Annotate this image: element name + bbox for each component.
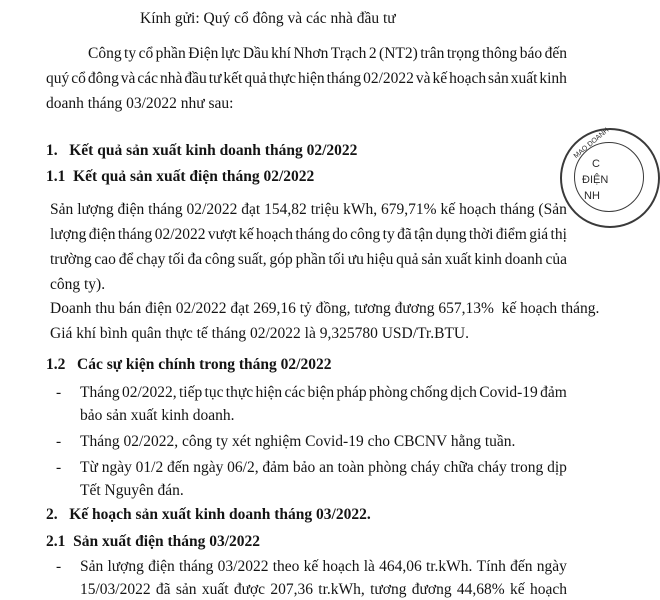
stamp-text-top: MAO DOANH (572, 126, 611, 161)
word: cao (94, 251, 116, 268)
word: chạy (136, 251, 166, 268)
word: 02/2022 (154, 226, 206, 243)
word: ngày (101, 459, 132, 476)
word: 01/2 (135, 459, 164, 476)
word: quý (46, 70, 70, 87)
word: Dầu (242, 45, 269, 62)
word: tr.kWh, (318, 581, 365, 598)
word: Tính (476, 558, 506, 575)
word: thị (550, 226, 567, 243)
word: các (284, 384, 306, 401)
word: đảm (262, 459, 290, 476)
word: tháng (326, 70, 362, 87)
word: hiệu (366, 251, 394, 268)
word: đã (397, 226, 412, 243)
word: Công (88, 45, 122, 62)
word: tr.kWh. (425, 558, 473, 575)
word: (NT2) (379, 45, 418, 62)
word: ngày (193, 459, 224, 476)
intro-line-1 (88, 45, 567, 63)
word: điện (148, 558, 175, 575)
production-line-2 (50, 226, 567, 244)
bullet-dash: - (56, 384, 62, 401)
event-2-line-1: Tháng 02/2022, công ty xét nghiệm Covid-19 cho CBCNV hằng tuần. (80, 433, 516, 450)
event-3-line-2: Tết Nguyên đán. (80, 482, 184, 499)
word: cháy (477, 459, 507, 476)
word: 02/2022 (186, 201, 238, 218)
word: quả (396, 251, 419, 268)
gas-price-line: Giá khí bình quân thực tế tháng 02/2022 là 9,325780 USD/Tr.BTU. (50, 325, 469, 342)
word: tối (328, 251, 345, 268)
word: do (332, 226, 348, 243)
revenue-line: Doanh thu bán điện 02/2022 đạt 269,16 tỷ đồng, tương đương 657,13% kế hoạch tháng. (50, 300, 600, 317)
word: cổ (71, 70, 86, 87)
salutation: Kính gửi: Quý cổ đông và các nhà đầu tư (140, 10, 396, 27)
word: đầu (184, 70, 207, 87)
word: triệu (310, 201, 340, 218)
word: chống (410, 384, 448, 401)
stamp-text-mid: NH (584, 190, 600, 202)
word: ngày (536, 558, 567, 575)
word: đảm (540, 384, 567, 401)
word: cổ (138, 45, 154, 62)
intro-line-2 (46, 70, 567, 88)
word: bảo (292, 459, 316, 476)
word: điện (88, 226, 116, 243)
word: chữa (443, 459, 474, 476)
word: thời (468, 226, 494, 243)
word: lực (220, 45, 241, 62)
word: tối (168, 251, 185, 268)
word: suất, (237, 251, 267, 268)
word: ưu (347, 251, 364, 268)
word: đã (155, 581, 171, 598)
word: kinh (539, 70, 567, 87)
word: điểm (495, 226, 527, 243)
word: hoạch (449, 70, 487, 87)
word: hiện (298, 70, 325, 87)
word: hoạch (255, 226, 293, 243)
word: và (120, 70, 136, 87)
production-line-1 (50, 201, 567, 219)
word: an (319, 459, 334, 476)
word: phần (155, 45, 186, 62)
word: Covid-19 (479, 384, 538, 401)
section-1-2-heading: 1.2 Các sự kiện chính trong tháng 02/2022 (46, 356, 332, 373)
word: 02/2022 (363, 70, 414, 87)
word: hoạch (529, 581, 567, 598)
word: điện (117, 201, 145, 218)
word: hiện (255, 384, 283, 401)
word: kinh (474, 251, 502, 268)
word: được (233, 581, 266, 598)
word: các (137, 70, 159, 87)
word: là (363, 558, 375, 575)
word: 154,82 (264, 201, 307, 218)
word: 03/2022 (217, 558, 269, 575)
word: đương (411, 581, 452, 598)
word: và (415, 70, 431, 87)
event-1-line-1 (80, 384, 567, 402)
word: tháng (295, 226, 330, 243)
word: Nhơn (293, 45, 329, 62)
word: sản (488, 70, 509, 87)
word: để (118, 251, 134, 268)
section-2-heading: 2. Kế hoạch sản xuất kinh doanh tháng 03/2022. (46, 506, 371, 523)
word: 207,36 (270, 581, 313, 598)
word: xuất (444, 251, 472, 268)
word: đến (167, 459, 190, 476)
intro-line-3: doanh tháng 03/2022 như sau: (46, 95, 234, 112)
word: xuất (510, 70, 538, 87)
word: thực (268, 70, 297, 87)
word: Tháng (80, 384, 120, 401)
word: Điện (188, 45, 219, 62)
word: kết (223, 70, 243, 87)
word: tháng (117, 226, 153, 243)
word: ty (382, 226, 395, 243)
stamp-text-mid: ĐIỆN (582, 174, 609, 186)
word: Sản (50, 201, 74, 218)
word: dụng (435, 226, 467, 243)
word: kế (303, 558, 319, 575)
word: doanh (504, 251, 543, 268)
word: tư (208, 70, 222, 87)
section-2-1-heading: 2.1 Sản xuất điện tháng 03/2022 (46, 533, 261, 550)
word: (Sản (538, 201, 567, 218)
section-1-1-heading: 1.1 Kết quả sản xuất điện tháng 02/2022 (46, 168, 315, 185)
word: 02/2022, (121, 384, 177, 401)
plan-line-1 (80, 558, 567, 576)
word: quả (244, 70, 267, 87)
word: phần (295, 251, 326, 268)
word: giá (529, 226, 549, 243)
word: sản (421, 251, 443, 268)
word: phòng (368, 459, 407, 476)
word: tháng (179, 558, 214, 575)
word: 15/03/2022 (80, 581, 151, 598)
word: kế (238, 226, 254, 243)
event-1-line-2: bảo sản xuất kinh doanh. (80, 407, 235, 424)
word: của (545, 251, 567, 268)
word: biện (307, 384, 335, 401)
word: cháy (410, 459, 440, 476)
word: 679,71% (381, 201, 437, 218)
word: đến (510, 558, 533, 575)
word: góp (269, 251, 293, 268)
word: pháp (336, 384, 367, 401)
word: kế (510, 581, 525, 598)
section-1-heading: 1. Kết quả sản xuất kinh doanh tháng 02/2022 (46, 142, 358, 159)
word: trân (420, 45, 445, 62)
word: báo (519, 45, 543, 62)
word: sản (175, 581, 197, 598)
word: đông (87, 70, 119, 87)
word: theo (272, 558, 300, 575)
word: thực (225, 384, 254, 401)
word: tục (204, 384, 224, 401)
word: Từ (80, 459, 98, 476)
word: vượt (207, 226, 237, 243)
word: tiếp (178, 384, 203, 401)
word: đa (187, 251, 203, 268)
word: tháng (500, 201, 535, 218)
bullet-dash: - (56, 433, 62, 450)
word: dịp (547, 459, 567, 476)
bullet-dash: - (56, 558, 62, 575)
word: xuất (201, 581, 229, 598)
word: tương (370, 581, 407, 598)
word: nhà (160, 70, 183, 87)
word: lượng (77, 201, 114, 218)
production-line-4: công ty). (50, 276, 106, 293)
word: tháng (148, 201, 183, 218)
word: dịch (450, 384, 477, 401)
word: hoạch (322, 558, 360, 575)
word: 2 (368, 45, 377, 62)
word: ty (124, 45, 137, 62)
word: thông (481, 45, 518, 62)
event-3-line-1 (80, 459, 567, 477)
word: 44,68% (456, 581, 505, 598)
word: Sản (80, 558, 104, 575)
word: kế (440, 201, 456, 218)
word: trong (510, 459, 544, 476)
word: trọng (446, 45, 480, 62)
word: kWh, (343, 201, 378, 218)
word: tận (414, 226, 434, 243)
bullet-dash: - (56, 459, 62, 476)
word: công (204, 251, 236, 268)
word: khí (271, 45, 291, 62)
word: công (350, 226, 381, 243)
stamp-text-mid: C (592, 158, 600, 170)
plan-line-2 (80, 581, 567, 599)
company-stamp (560, 128, 660, 228)
word: lượng (50, 226, 87, 243)
word: Trạch (330, 45, 367, 62)
word: toàn (337, 459, 365, 476)
word: đến (544, 45, 567, 62)
word: trường (50, 251, 92, 268)
word: kế (432, 70, 448, 87)
word: lượng (107, 558, 144, 575)
word: 06/2, (227, 459, 259, 476)
word: hoạch (459, 201, 497, 218)
word: phòng (368, 384, 408, 401)
production-line-3 (50, 251, 567, 269)
word: đạt (241, 201, 261, 218)
word: 464,06 (379, 558, 422, 575)
